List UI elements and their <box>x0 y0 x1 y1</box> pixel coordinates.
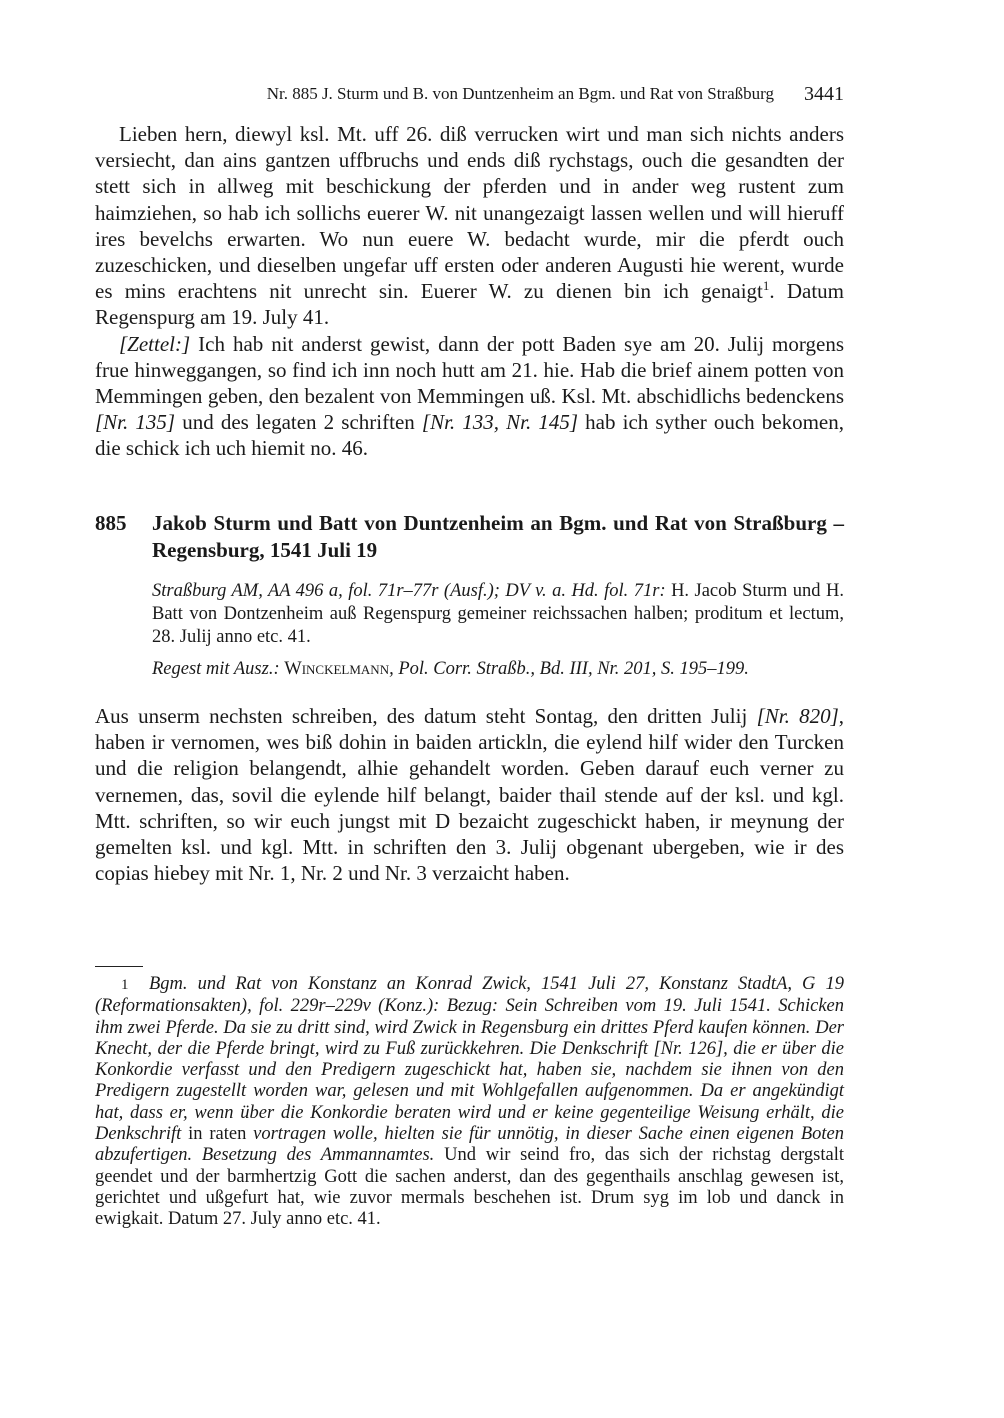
footnote-1 <box>95 974 844 1231</box>
footnote-quote-1: in raten <box>181 1124 254 1145</box>
letter-closing-paragraph <box>95 121 844 331</box>
body-paragraph <box>95 703 844 886</box>
body-text-1: Aus unserm nechsten schreiben, des datum steht Sontag, den dritten Julij <box>95 704 757 728</box>
previous-letter-end <box>95 121 844 462</box>
document-body <box>95 703 844 886</box>
footnote-mark: 1 <box>121 977 129 993</box>
source-archive: Straßburg AM, AA 496 a, fol. 71r–77r (Ausf.); DV v. a. Hd. fol. 71r: <box>152 581 666 601</box>
letter-closing-text: Lieben hern, diewyl ksl. Mt. uff 26. diß verrucken wirt und man sich nichts anders versiecht, dan ains gantzen uffbruchs und ends diß rychstags, ouch die gesandten der stett sich in allweg mit beschickung der pferden und in ander weg rustent zum haimziehen, so hab ich sollichs euerer W. nit unangezaigt lassen wellen und will hieruff ires bevelchs erwarten. Wo nun euere W. bedacht wurde, mir die pferdt ouch zuzeschicken, und dieselben ungefar uff ersten oder anderen Augusti hie werent, wurde es mins erachtens nit unrecht sin. Euerer W. zu dienen bin ich genaigt <box>95 122 844 304</box>
running-head-title: Nr. 885 J. Sturm und B. von Duntzenheim an Bgm. und Rat von Straßburg <box>266 84 774 103</box>
regest-reference: , Pol. Corr. Straßb., Bd. III, Nr. 201, S. 195–199. <box>389 659 749 679</box>
source-endorsement: H. Jacob Sturm und H. Batt von Dontzenheim auß Regenspurg gemeiner reichssachen halben; proditum et lectum, 28. Julij anno etc. 41. <box>152 581 844 647</box>
cross-reference[interactable]: [Nr. 820] <box>756 704 839 728</box>
footnote-quote-2: Und wir seind fro, das sich der richstag dergstalt geendet und der barmhertzig Gott die sachen anderst, dan des gegenthails anschlag gewesen ist, gerichtet und ußgefurt hat, wie zuvor mermals beschehen ist. Drum syg im lob und danck in ewigkait. Datum 27. July anno etc. 41. <box>95 1145 844 1230</box>
letter-dating: . Datum Regenspurg am 19. July 41. <box>95 279 844 330</box>
body-text-2: , haben ir vernomen, wes biß dohin in baiden artickln, die eylend hilf wider den Turcken und die religion belangendt, alhie gehandelt worden. Geben darauf euch verner zu vernemen, das, sovil die eylende hilf belangt, baider thail stende auf der ksl. und kgl. Mtt. schriften, so wir euch jungst mit D bezaicht zugeschickt haben, ir meynung der gemelten ksl. und kgl. Mtt. in schriften den 3. Julij obgenant ubergeben, wie ir des copias hiebey mit Nr. 1, Nr. 2 und Nr. 3 verzaicht haben. <box>95 704 845 886</box>
footnote-divider <box>95 966 143 967</box>
zettel-text-2: und des legaten 2 schriften <box>175 410 422 435</box>
regest-line <box>152 658 844 681</box>
regest-author: Winckelmann <box>284 659 390 679</box>
footnote-italic-2: vortragen wolle, hielten sie für unnötig, in dieser Sache einen eigenen Boten abzufertigen. Besetzung des Ammannamtes. <box>95 1124 844 1166</box>
page-number: 3441 <box>804 83 844 105</box>
zettel-text-3: hab ich syther ouch bekomen, die schick ich uch hiemit no. 46. <box>95 410 845 461</box>
zettel-paragraph <box>95 331 844 462</box>
zettel-text-1: Ich hab nit anderst gewist, dann der pott Baden sye am 20. Julij morgens frue hinweggangen, so find ich inn noch hutt am 21. hie. Hab die brief ainem potten von Memmingen geben, den bezalent von Memmingen uß. Ksl. Mt. abschidlichs bedenckens <box>95 331 844 409</box>
zettel-label: [Zettel:] <box>119 331 191 356</box>
regest-label: Regest mit Ausz.: <box>152 659 280 679</box>
document-number: 885 <box>95 511 127 535</box>
running-head <box>95 80 844 108</box>
source-description <box>152 580 844 649</box>
footnote-reference[interactable]: 1 <box>762 278 770 294</box>
document-title: Jakob Sturm und Batt von Duntzenheim an Bgm. und Rat von Straßburg – Regensburg, 1541 Juli 19 <box>152 511 844 562</box>
footnote-italic-1: Bgm. und Rat von Konstanz an Konrad Zwick, 1541 Juli 27, Konstanz StadtA, G 19 (Reformationsakten), fol. 229r–229v (Konz.): Bezug: Sein Schreiben vom 19. Juli 1541. Schicken ihm zwei Pferde. Da sie zu dritt sind, wird Zwick in Regensburg ein drittes Pferd kaufen können. Der Knecht, der die Pferde bringt, wird zu Fuß zurückkehren. Die Denkschrift [Nr. 126], die er über die Konkordie verfasst und den Predigern zugeschickt hat, haben sie, nachdem sie ihnen von den Predigern zugestellt worden war, gelesen und mit Wohlgefallen aufgenommen. Da er angekündigt hat, dass er, wenn über die Konkordie beraten wird und er keine gegenteilige Weisung erhält, die Denkschrift <box>95 974 844 1145</box>
cross-reference[interactable]: [Nr. 135] <box>95 410 176 435</box>
cross-reference[interactable]: [Nr. 133, Nr. 145] <box>421 410 579 435</box>
document-heading <box>95 510 844 564</box>
